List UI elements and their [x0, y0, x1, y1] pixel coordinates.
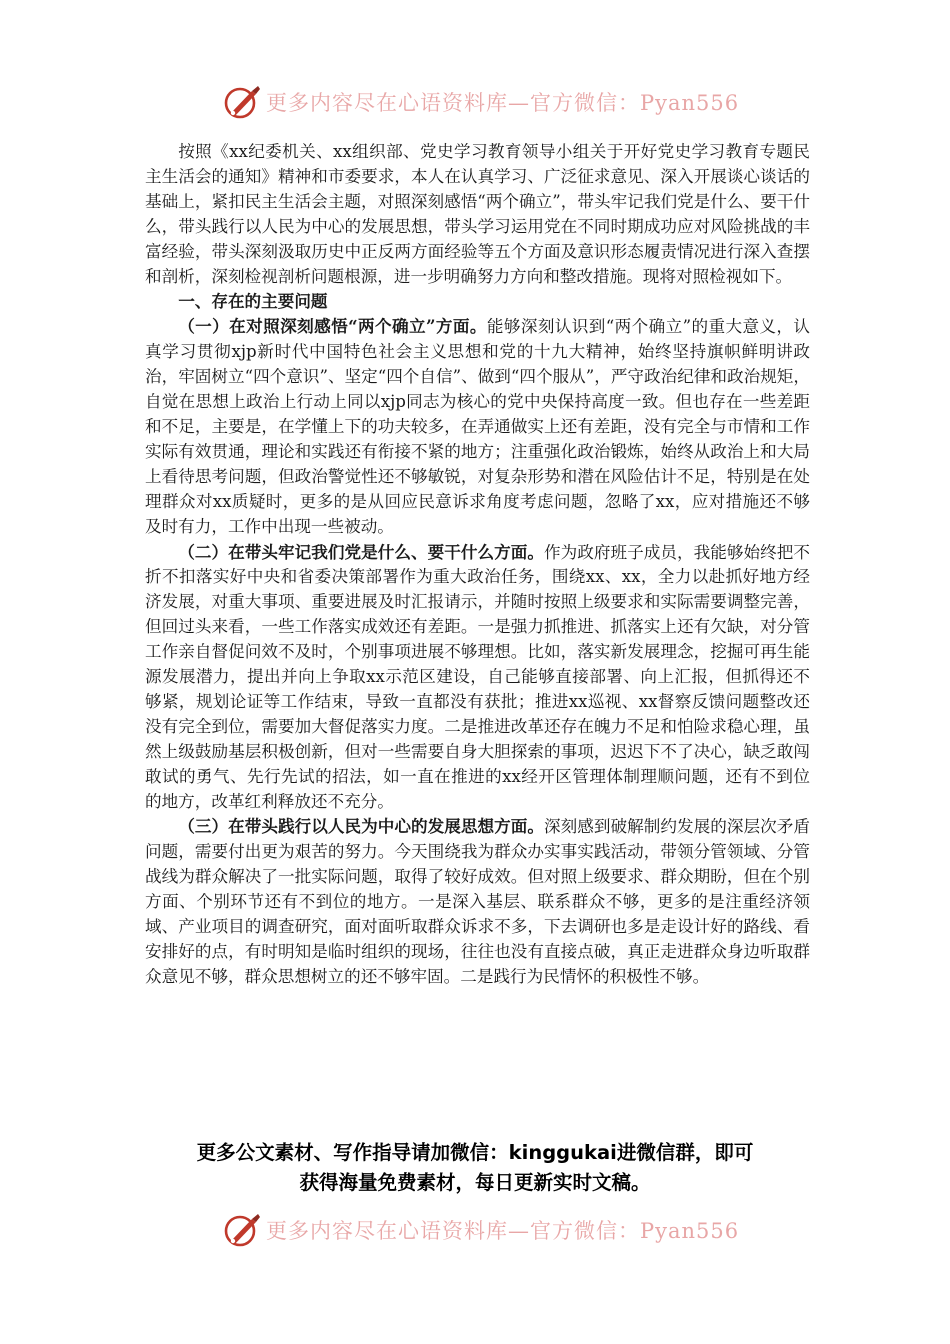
banner-text: 更多内容尽在心语资料库—官方微信：Pyan556: [266, 91, 740, 115]
item-text-1: 能够深刻认识到“两个确立”的重大意义，认真学习贯彻xjp新时代中国特色社会主义思想和党的十九大精神，始终坚持旗帜鲜明讲政治，牢固树立“四个意识”、坚定“四个自信”、做到“四个服从”，严守政治纪律和政治规矩，自觉在思想上政治上行动上同以xjp同志为核心的党中央保持高度一致。但也存在一些差距和不足，主要是，在学懂上下的功夫较多，在弄通做实上还有差距，没有完全与市情和工作实际有效贯通，理论和实践还有衔接不紧的地方；注重强化政治锻炼，始终从政治上和大局上看待思考问题，但政治警觉性还不够敏锐，对复杂形势和潜在风险估计不足，特别是在处理群众对xx质疑时，更多的是从回应民意诉求角度考虑问题，忽略了xx，应对措施还不够及时有力，工作中出现一些被动。: [145, 317, 810, 536]
item-text-2: 作为政府班子成员，我能够始终把不折不扣落实好中央和省委决策部署作为重大政治任务，围绕xx、xx，全力以赴抓好地方经济发展，对重大事项、重要进展及时汇报请示，并随时按照上级要求和实际需要调整完善，但回过头来看，一些工作落实成效还有差距。一是强力抓推进、抓落实上还有欠缺，对分管工作亲自督促问效不及时，个别事项进展不够理想。比如，落实新发展理念，挖掘可再生能源发展潜力，提出并向上争取xx示范区建设，自己能够直接部署、向上汇报，但抓得还不够紧，规划论证等工作结束，导致一直都没有获批；推进xx巡视、xx督察反馈问题整改还没有完全到位，需要加大督促落实力度。二是推进改革还存在魄力不足和怕险求稳心理，虽然上级鼓励基层积极创新，但对一些需要自身大胆探索的事项，迟迟下不了决心，缺乏敢闯敢试的勇气、先行先试的招法，如一直在推进的xx经开区管理体制理顺问题，还有不到位的地方，改革红利释放还不充分。: [145, 542, 811, 811]
item-paragraph-1: [145, 314, 810, 539]
header-banner: [222, 82, 742, 122]
item-paragraph-2: [145, 540, 810, 815]
item-paragraph-3: [145, 814, 810, 989]
banner-text: 更多内容尽在心语资料库—官方微信：Pyan556: [266, 1219, 740, 1243]
promo-line-1: 更多公文素材、写作指导请加微信：kinggukai进微信群，即可: [196, 1141, 754, 1164]
item-heading-3: （三）在带头践行以人民为中心的发展思想方面。: [178, 816, 544, 837]
footer-banner: [222, 1210, 742, 1250]
item-text-3: 深刻感到破解制约发展的深层次矛盾问题，需要付出更为艰苦的努力。今天围绕我为群众办实事实践活动，带领分管领域、分管战线为群众解决了一批实际问题，取得了较好成效。但对照上级要求、群众期盼，但在个别方面、个别环节还有不到位的地方。一是深入基层、联系群众不够，更多的是注重经济领域、产业项目的调查研究，面对面听取群众诉求不多，下去调研也多是走设计好的路线、看安排好的点，有时明知是临时组织的现场，往往也没有直接点破，真正走进群众身边听取群众意见不够，群众思想树立的还不够牢固。二是践行为民情怀的积极性不够。: [145, 817, 811, 986]
document-body: [145, 140, 810, 990]
section-heading: 一、存在的主要问题: [178, 291, 328, 312]
pen-logo-icon: [222, 82, 262, 122]
item-heading-1: （一）在对照深刻感悟“两个确立”方面。: [178, 316, 487, 337]
promo-notice: [140, 1138, 810, 1198]
promo-line-2: 获得海量免费素材，每日更新实时文稿。: [299, 1171, 651, 1194]
item-heading-2: （二）在带头牢记我们党是什么、要干什么方面。: [178, 541, 544, 562]
intro-paragraph: 按照《xx纪委机关、xx组织部、党史学习教育领导小组关于开好党史学习教育专题民主生活会的通知》精神和市委要求，本人在认真学习、广泛征求意见、深入开展谈心谈话的基础上，紧扣民主生活会主题，对照深刻感悟“两个确立”，带头牢记我们党是什么、要干什么，带头践行以人民为中心的发展思想，带头学习运用党在不同时期成功应对风险挑战的丰富经验，带头深刻汲取历史中正反两方面经验等五个方面及意识形态履责情况进行深入查摆和剖析，深刻检视剖析问题根源，进一步明确努力方向和整改措施。现将对照检视如下。: [145, 142, 810, 286]
pen-logo-icon: [222, 1210, 262, 1250]
